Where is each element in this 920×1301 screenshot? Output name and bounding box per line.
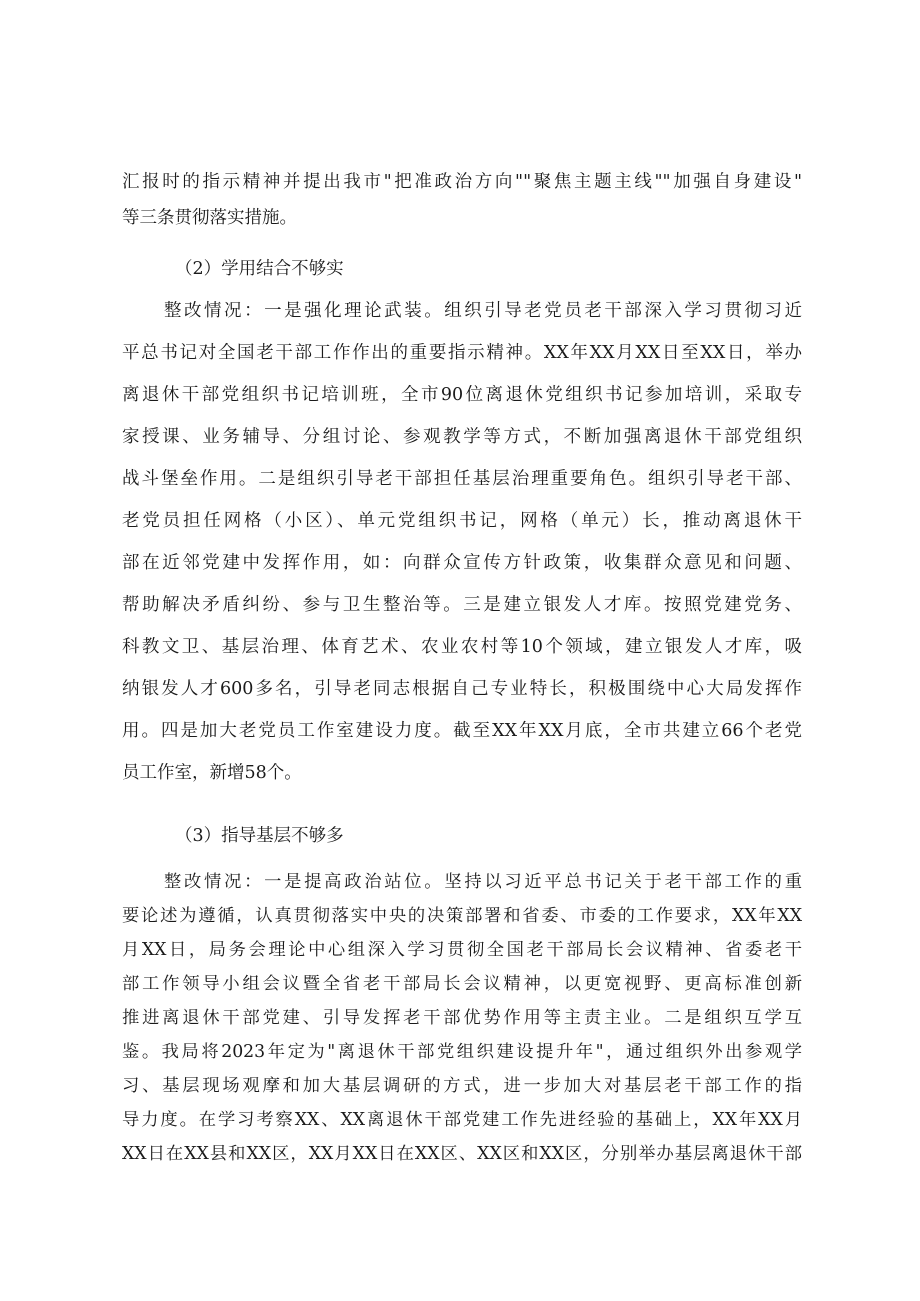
section-2-line-1: 整改情况：一是强化理论武装。组织引导老党员老干部深入学习贯彻习近 [164, 301, 802, 321]
section-2-line-8: 帮助解决矛盾纠纷、参与卫生整治等。三是建立银发人才库。按照党建党务、 [122, 595, 802, 615]
section-3-line-5: 推进离退休干部党建、引导发挥老干部优势作用等主责主业。二是组织互学互 [122, 1008, 802, 1028]
section-2-line-12: 员工作室，新增58个。 [122, 763, 302, 783]
intro-line-1: 汇报时的指示精神并提出我市"把准政治方向""聚焦主题主线""加强自身建设" [122, 172, 802, 192]
section-3-line-1: 整改情况：一是提高政治站位。坚持以习近平总书记关于老干部工作的重 [164, 872, 802, 892]
section-2-line-3: 离退休干部党组织书记培训班，全市90位离退休党组织书记参加培训，采取专 [122, 385, 802, 405]
section-3-line-6: 鉴。我局将2023年定为"离退休干部党组织建设提升年"，通过组织外出参观学 [122, 1042, 802, 1062]
intro-line-2: 等三条贯彻落实措施。 [122, 208, 297, 228]
section-2-line-11: 用。四是加大老党员工作室建设力度。截至XX年XX月底，全市共建立66个老党 [122, 721, 802, 741]
section-2-line-2: 平总书记对全国老干部工作作出的重要指示精神。XX年XX月XX日至XX日，举办 [122, 343, 802, 363]
section-2-heading: （2）学用结合不够实 [175, 259, 344, 279]
section-3-line-4: 部工作领导小组会议暨全省老干部局长会议精神，以更宽视野、更高标准创新 [122, 974, 802, 994]
section-2-line-6: 老党员担任网格（小区）、单元党组织书记，网格（单元）长，推动离退休干 [122, 511, 802, 531]
section-3-heading: （3）指导基层不够多 [175, 826, 344, 846]
section-2-line-9: 科教文卫、基层治理、体育艺术、农业农村等10个领域，建立银发人才库，吸 [122, 637, 802, 657]
section-3-line-8: 导力度。在学习考察XX、XX离退休干部党建工作先进经验的基础上，XX年XX月 [122, 1110, 802, 1130]
section-3-line-3: 月XX日，局务会理论中心组深入学习贯彻全国老干部局长会议精神、省委老干 [122, 940, 802, 960]
section-3-line-2: 要论述为遵循，认真贯彻落实中央的决策部署和省委、市委的工作要求，XX年XX [122, 906, 802, 926]
section-2-line-4: 家授课、业务辅导、分组讨论、参观教学等方式，不断加强离退休干部党组织 [122, 427, 802, 447]
section-2-line-5: 战斗堡垒作用。二是组织引导老干部担任基层治理重要角色。组织引导老干部、 [122, 469, 802, 489]
section-3-line-9: XX日在XX县和XX区，XX月XX日在XX区、XX区和XX区，分别举办基层离退休干部 [122, 1144, 802, 1164]
section-3-line-7: 习、基层现场观摩和加大基层调研的方式，进一步加大对基层老干部工作的指 [122, 1076, 802, 1096]
section-2-line-7: 部在近邻党建中发挥作用，如：向群众宣传方针政策，收集群众意见和问题、 [122, 553, 802, 573]
section-2-line-10: 纳银发人才600多名，引导老同志根据自己专业特长，积极围绕中心大局发挥作 [122, 679, 802, 699]
